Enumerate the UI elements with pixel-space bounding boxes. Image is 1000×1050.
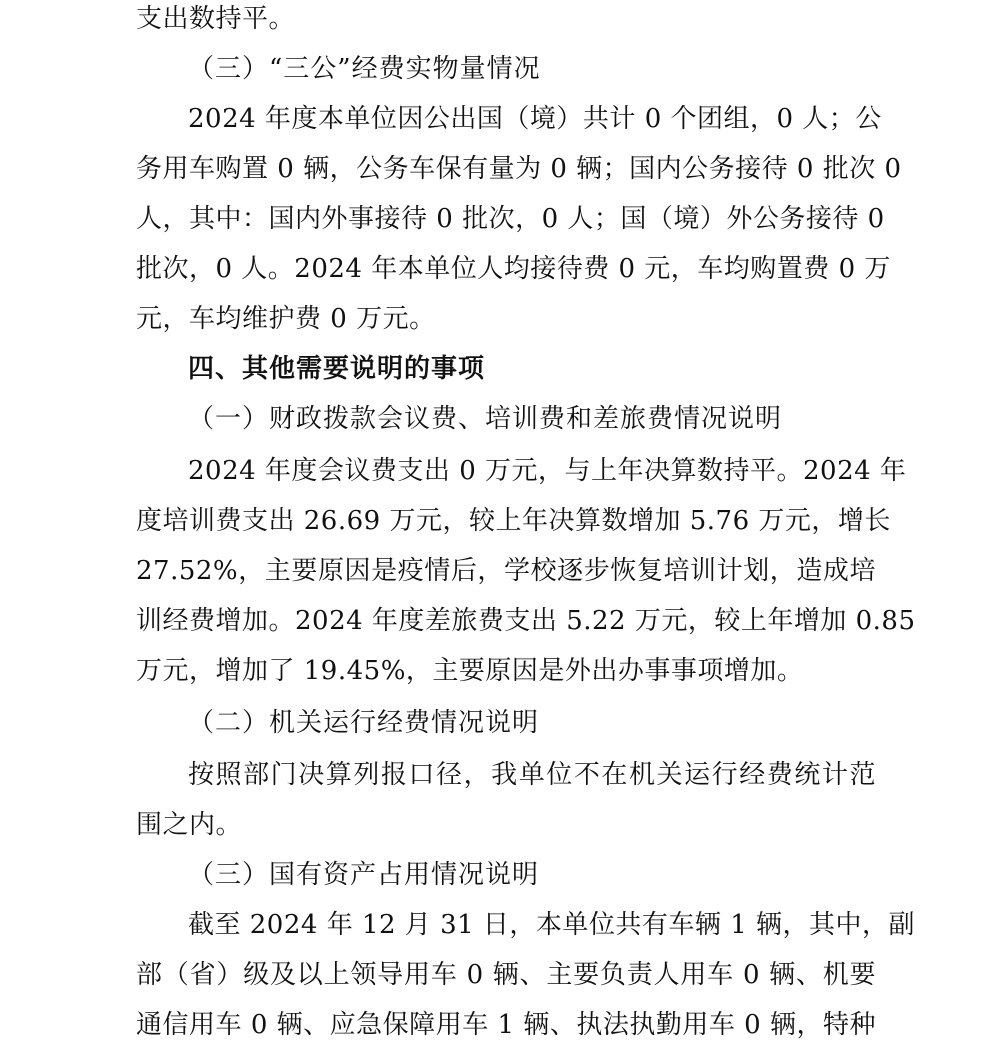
paragraph-line-13: 围之内。 [136,810,243,840]
paragraph-line-1: 支出数持平。 [136,4,296,34]
paragraph-line-5: 批次，0 人。2024 年本单位人均接待费 0 元，车均购置费 0 万 [136,254,891,284]
paragraph-line-9: 27.52%，主要原因是疫情后，学校逐步恢复培训计划，造成培 [136,556,876,586]
paragraph-line-3: 务用车购置 0 辆，公务车保有量为 0 辆；国内公务接待 0 批次 0 [136,154,902,184]
paragraph-line-12: 按照部门决算列报口径，我单位不在机关运行经费统计范 [188,760,876,790]
paragraph-line-16: 通信用车 0 辆、应急保障用车 1 辆、执法执勤用车 0 辆，特种 [136,1010,876,1040]
paragraph-line-2: 2024 年度本单位因公出国（境）共计 0 个团组，0 人；公 [188,104,882,134]
section-heading-other-matters: 四、其他需要说明的事项 [188,354,486,384]
paragraph-line-6: 元，车均维护费 0 万元。 [136,304,436,334]
paragraph-line-11: 万元，增加了 19.45%，主要原因是外出办事事项增加。 [136,656,804,686]
section-heading-state-assets: （三）国有资产占用情况说明 [188,860,540,890]
section-heading-operating-funds: （二）机关运行经费情况说明 [188,708,540,738]
paragraph-line-8: 度培训费支出 26.69 万元，较上年决算数增加 5.76 万元，增长 [136,506,891,536]
section-heading-sangong-physical: （三）“三公”经费实物量情况 [188,54,541,84]
paragraph-line-7: 2024 年度会议费支出 0 万元，与上年决算数持平。2024 年 [188,456,907,486]
section-heading-meeting-training-travel: （一）财政拨款会议费、培训费和差旅费情况说明 [188,404,783,434]
paragraph-line-4: 人，其中：国内外事接待 0 批次，0 人；国（境）外公务接待 0 [136,204,885,234]
paragraph-line-10: 训经费增加。2024 年度差旅费支出 5.22 万元，较上年增加 0.85 [136,606,916,636]
paragraph-line-15: 部（省）级及以上领导用车 0 辆、主要负责人用车 0 辆、机要 [136,960,876,990]
paragraph-line-14: 截至 2024 年 12 月 31 日，本单位共有车辆 1 辆，其中，副 [188,910,915,940]
